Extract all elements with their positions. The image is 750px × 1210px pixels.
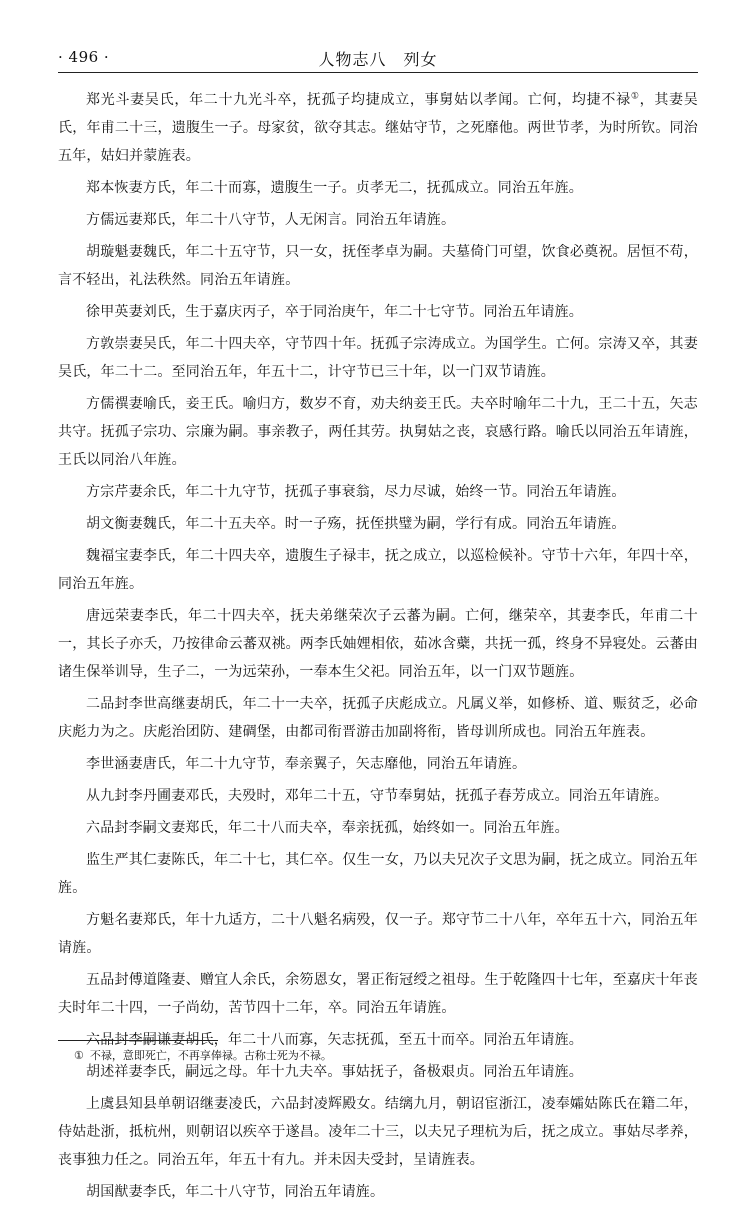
running-title: 人物志八 列女 [318,50,438,69]
paragraph: 胡述祥妻李氏，嗣远之母。年十九夫卒。事姑抚子，备极艰贞。同治五年请旌。 [86,1064,583,1080]
paragraph-wu-shi-zheng-guangdou [58,86,698,170]
paragraph: 上虞县知县单朝诏继妻凌氏，六品封凌辉殿女。结缡九月，朝诏宦浙江，凌奉孀姑陈氏在籍二年，侍姑赴浙，抵杭州，则朝诏以疾卒于遂昌。凌年二十三，以夫兄子理杭为后，抚之成立。事姑尽孝养，丧事独力任之。同治五年，年五十有九。并未因夫受封，呈请旌表。 [58,1096,698,1168]
paragraph: 郑本恢妻方氏，年二十而寡，遗腹生一子。贞孝无二，抚孤成立。同治五年旌。 [86,180,583,196]
footnote-reference: ① [630,91,640,102]
paragraph-text-continued: ，其妻吴氏，年甫二十三，遗腹生一子。母家贫，欲夺其志。继姑守节，之死靡他。两世节孝，为时所钦。同治五年，姑妇并蒙旌表。 [58,92,698,164]
paragraph: 方魁名妻郑氏，年十九适方，二十八魁名病殁，仅一子。郑守节二十八年，卒年五十六，同治五年请旌。 [58,912,698,956]
page-header [58,44,698,72]
paragraph: 二品封李世高继妻胡氏，年二十一夫卒，抚孤子庆彪成立。凡属义举，如修桥、道、赈贫乏，必命庆彪力为之。庆彪治团防、建碉堡，由都司衔晋游击加副将衔，皆母训所成也。同治五年旌表。 [58,696,698,740]
paragraph: 胡璇魁妻魏氏，年二十五守节，只一女，抚侄孝卓为嗣。夫墓倚门可望，饮食必奠祝。居恒不苟，言不轻出，礼法秩然。同治五年请旌。 [58,244,698,288]
paragraph: 从九封李丹圃妻邓氏，夫殁时，邓年二十五，守节奉舅姑，抚孤子春芳成立。同治五年请旌。 [86,788,669,804]
paragraph: 唐远荣妻李氏，年二十四夫卒，抚夫弟继荣次子云蕃为嗣。亡何，继荣卒，其妻李氏，年甫二十一，其长子亦夭，乃按律命云蕃双祧。两李氏妯娌相依，茹冰含蘗，共抚一孤，终身不异寝处。云蕃由诸生保举训导，生子二，一为远荣孙，一奉本生父祀。同治五年，以一门双节题旌。 [58,608,698,680]
footnote [58,1047,698,1065]
header-rule [58,72,698,73]
paragraph: 方儒禩妻喻氏，妾王氏。喻归方，数岁不育，劝夫纳妾王氏。夫卒时喻年二十九，王二十五，矢志共守。抚孤子宗功、宗廉为嗣。事亲教子，两任其劳。执舅姑之丧，哀感行路。喻氏以同治五年请旌，王氏以同治八年旌。 [58,396,698,468]
paragraph-text: 郑光斗妻吴氏，年二十九光斗卒，抚孤子均捷成立，事舅姑以孝闻。亡何，均捷不禄 [86,92,631,108]
footnote-mark: ① [74,1049,84,1062]
paragraph: 胡国猷妻李氏，年二十八守节，同治五年请旌。 [86,1184,385,1200]
paragraph: 方宗芹妻余氏，年二十九守节，抚孤子事衰翁，尽力尽诚，始终一节。同治五年请旌。 [86,484,626,500]
footnote-rule [58,1040,218,1041]
paragraph: 李世涵妻唐氏，年二十九守节，奉亲翼子，矢志靡他，同治五年请旌。 [86,756,527,772]
paragraph: 魏福宝妻李氏，年二十四夫卒，遗腹生子禄丰，抚之成立，以巡检候补。守节十六年，年四十卒，同治五年旌。 [58,548,698,592]
paragraph: 五品封傅道隆妻、赠宜人余氏，余笏恩女，署正衔冠绶之祖母。生于乾隆四十七年，至嘉庆十年丧夫时年二十四，一子尚幼，苦节四十二年，卒。同治五年请旌。 [58,972,698,1016]
paragraph: 监生严其仁妻陈氏，年二十七，其仁卒。仅生一女，乃以夫兄次子文思为嗣，抚之成立。同治五年旌。 [58,852,698,896]
paragraph: 胡文衡妻魏氏，年二十五夫卒。时一子殇，抚侄拱璧为嗣，学行有成。同治五年请旌。 [86,516,626,532]
paragraph: 徐甲英妻刘氏，生于嘉庆丙子，卒于同治庚午，年二十七守节。同治五年请旌。 [86,304,583,320]
page-number: · 496 · [58,48,110,66]
paragraph: 六品封李嗣谦妻胡氏，年二十八而寡，矢志抚孤，至五十而卒。同治五年请旌。 [86,1032,583,1048]
paragraph: 方敦崇妻吴氏，年二十四夫卒，守节四十年。抚孤子宗涛成立。为国学生。亡何。宗涛又卒，其妻吴氏，年二十二。至同治五年，年五十二，计守节已三十年，以一门双节请旌。 [58,336,698,380]
footnote-area [58,1040,698,1065]
paragraph: 六品封李嗣文妻郑氏，年二十八而夫卒，奉亲抚孤，始终如一。同治五年旌。 [86,820,569,836]
paragraph: 方儒远妻郑氏，年二十八守节，人无闲言。同治五年请旌。 [86,212,456,228]
footnote-text: 不禄，意即死亡，不再享俸禄。古称士死为不禄。 [89,1049,332,1062]
